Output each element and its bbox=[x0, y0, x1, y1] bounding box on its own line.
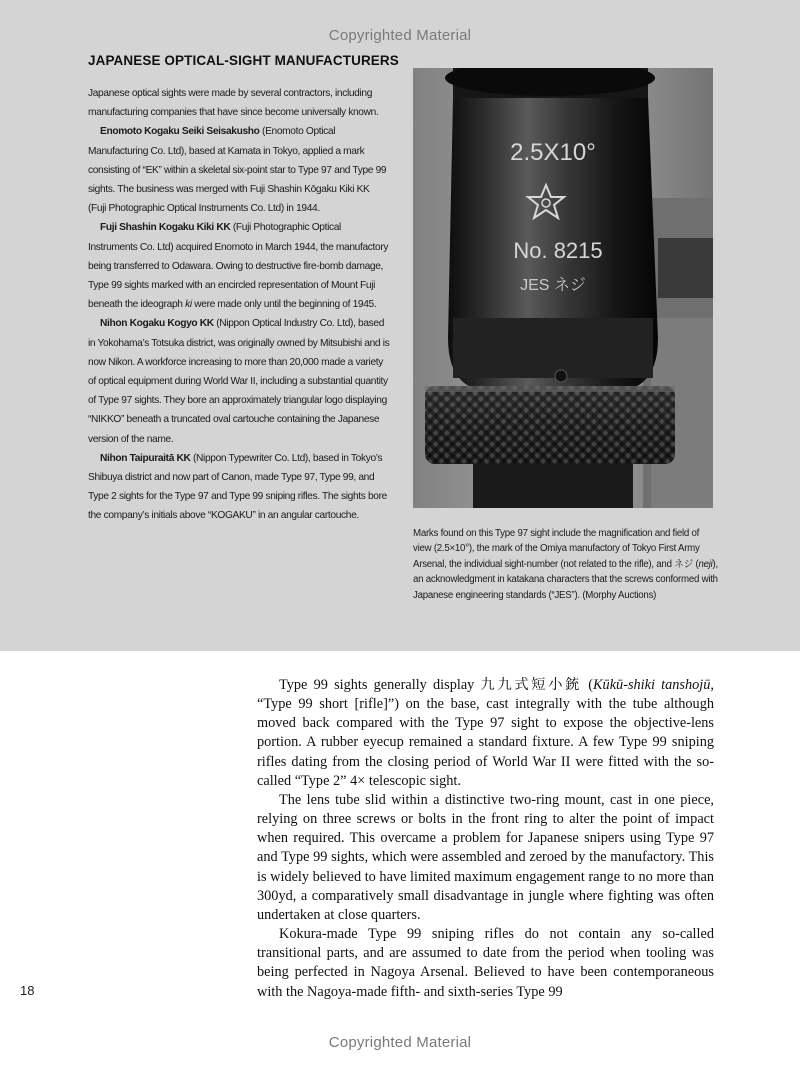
page-number: 18 bbox=[20, 983, 35, 998]
sidebar-entry-fuji bbox=[88, 218, 390, 314]
entry-name: Fuji Shashin Kogaku Kiki KK bbox=[100, 222, 231, 234]
main-body-text bbox=[257, 676, 714, 1002]
engraving-jes: JES ネジ bbox=[520, 277, 586, 294]
sight-photo-drawing bbox=[413, 68, 713, 508]
engraving-serial: No. 8215 bbox=[513, 238, 603, 263]
entry-text: (Nippon Optical Industry Co. Ltd), based in Yokohama’s Totsuka district, was originally owned by Mitsubishi and is now Nikon. A workforce increasing to more than 20,000 made a variety of optical equipment during World War II, including a substantial quantity of Type 97 sights. They bore an approximately triangular logo displaying “NIKKO” beneath a truncated oval cartouche containing the Japanese version of the name. bbox=[88, 318, 390, 445]
entry-name: Enomoto Kogaku Seiki Seisakusho bbox=[100, 126, 260, 138]
sight-photo bbox=[413, 68, 713, 508]
sidebar-entry-nihon-kogaku bbox=[88, 314, 390, 448]
entry-text: (Nippon Typewriter Co. Ltd), based in Tokyo’s Shibuya district and now part of Canon, made Type 97, Type 99, and Type 2 sights for the Type 97 and Type 99 sniping rifles. The sights bore the company’s initials above “KOGAKU” in an angular cartouche. bbox=[88, 452, 387, 522]
caption-text: Marks found on this Type 97 sight include the magnification and field of view (2.5×10°), the mark of the Omiya manufactory of Tokyo First Army Arsenal, the individual sight-number (not related to the rifle), and ネジ ( bbox=[413, 528, 700, 570]
sidebar-title: JAPANESE OPTICAL-SIGHT MANUFACTURERS bbox=[88, 53, 399, 68]
sidebar-body bbox=[88, 84, 390, 526]
entry-text: were made only until the beginning of 1945. bbox=[191, 299, 377, 311]
entry-text: (Fuji Photographic Optical Instruments Co. Ltd) acquired Enomoto in March 1944, the manufactory being transferred to Odawara. Owing to destructive fire-bomb damage, Type 99 sights marked with an encircled representation of Mount Fuji beneath the ideograph bbox=[88, 222, 389, 311]
entry-name: Nihon Kogaku Kogyo KK bbox=[100, 318, 214, 330]
body-text-span: , “Type 99 short [rifle]”) on the base, cast integrally with the tube although moved back compared with the Type 97 sight to expose the objective-lens portion. A rubber eyecup remained a standard fixture. A few Type 99 sniping rifles dating from the closing period of World War II were fitted with the so-called “Type 2” 4× telescopic sight. bbox=[257, 677, 714, 789]
copyright-watermark-top: Copyrighted Material bbox=[328, 27, 472, 44]
body-paragraph bbox=[257, 676, 714, 791]
photo-caption bbox=[413, 526, 718, 603]
sidebar-intro: Japanese optical sights were made by several contractors, including manufacturing companies that have since become universally known. bbox=[88, 88, 379, 119]
sidebar-entry-enomoto bbox=[88, 122, 390, 218]
copyright-watermark-bottom: Copyrighted Material bbox=[328, 1034, 472, 1051]
body-paragraph: Kokura-made Type 99 sniping rifles do not contain any so-called transitional parts, and are assumed to date from the period when tooling was being perfected in Nagoya Arsenal. Believed to have been contemporaneous with the Nagoya-made fifth- and sixth-series Type 99 bbox=[257, 926, 714, 1000]
sidebar-entry-nihon-taipuraita bbox=[88, 449, 390, 526]
body-italic: Kūkū-shiki tanshojū bbox=[593, 677, 711, 693]
caption-italic: neji bbox=[698, 558, 713, 570]
entry-text: (Enomoto Optical Manufacturing Co. Ltd), based at Kamata in Tokyo, applied a mark consisting of “EK” within a skeletal six-point star to Type 97 and Type 99 sights. The business was merged with Fuji Shashin Kōgaku Kiki KK (Fuji Photographic Optical Instruments Co. Ltd) in 1944. bbox=[88, 126, 387, 215]
engraving-magnification: 2.5X10° bbox=[510, 139, 596, 166]
body-paragraph: The lens tube slid within a distinctive two-ring mount, cast in one piece, relying on three screws or bolts in the front ring to alter the point of impact when required. This overcame a problem for Japanese snipers using Type 97 and Type 99 sights, which were assembled and zeroed by the manufactory. This is widely believed to have limited maximum engagement range to no more than 300yd, a comparatively small disadvantage in jungle where fighting was often undertaken at close quarters. bbox=[257, 791, 714, 923]
entry-italic: ki bbox=[185, 299, 192, 311]
entry-name: Nihon Taipuraitā KK bbox=[100, 452, 191, 464]
body-text-span: Type 99 sights generally display 九九式短小銃 ( bbox=[279, 677, 594, 693]
caption-text: ), an acknowledgment in katakana characters that the screws conformed with Japanese engineering standards (“JES”). (Morphy Auctions) bbox=[413, 558, 718, 601]
